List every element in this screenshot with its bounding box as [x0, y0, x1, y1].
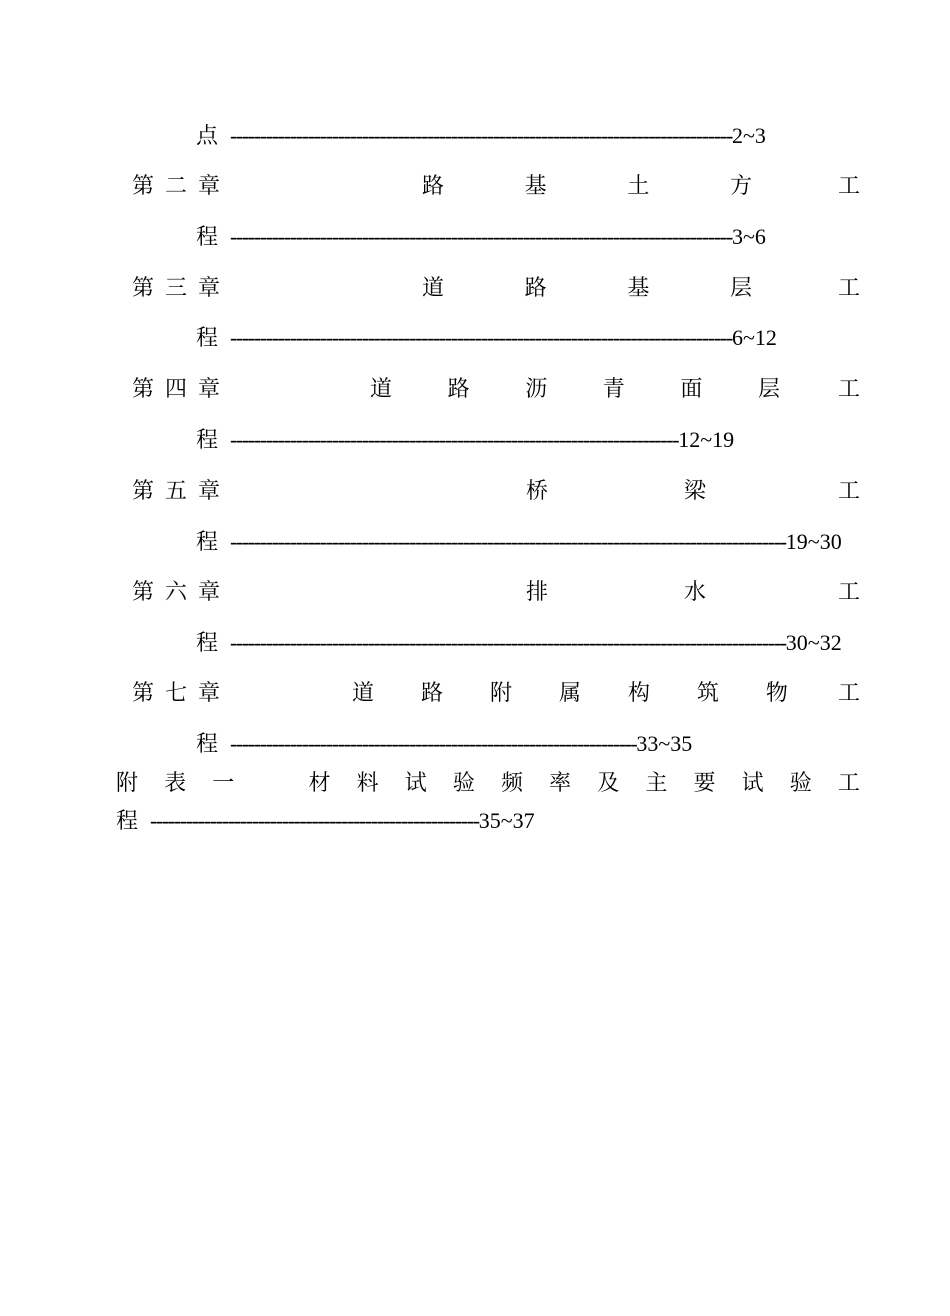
- toc-chapter-3-pages: [0, 323, 950, 353]
- appendix-title: 附 表 一 材 料 试 验 频 率 及 主 要 试 验 工: [116, 770, 860, 795]
- toc-chapter-3-heading: [0, 273, 950, 303]
- toc-entry-continuation: 程 --------------------------------------------------------------------33~35: [196, 731, 693, 756]
- toc-chapter-4-pages: [0, 425, 950, 455]
- toc-chapter-5-pages: [0, 527, 950, 557]
- page-range: 12~19: [678, 427, 735, 452]
- page-range: 19~30: [785, 529, 842, 554]
- toc-entry-continuation: 程 ---------------------------------------------------------------------------12~19: [196, 427, 735, 452]
- toc-appendix-pages: [0, 806, 950, 836]
- chapter-title-last: 工: [837, 275, 860, 300]
- toc-line-1-cont: [0, 121, 950, 151]
- page-range: 35~37: [478, 808, 535, 833]
- toc-chapter-2-pages: [0, 222, 950, 252]
- chapter-prefix: 第 七 章: [132, 680, 220, 705]
- toc-entry-continuation: 程 ---------------------------------------------------------------------------------------------30~32: [196, 630, 842, 655]
- chapter-title: 道 路 基 层: [422, 275, 752, 300]
- leader-dots: ---------------------------------------------------------------------------------------------: [230, 529, 786, 554]
- chapter-title: 道 路 沥 青 面 层: [370, 376, 780, 401]
- page-range: 2~3: [732, 123, 766, 148]
- chapter-prefix: 第 二 章: [132, 173, 220, 198]
- chapter-prefix: 第 五 章: [132, 478, 220, 503]
- chapter-prefix: 第 三 章: [132, 275, 220, 300]
- chapter-title-last: 工: [837, 173, 860, 198]
- toc-chapter-6-heading: [0, 577, 950, 607]
- chapter-title: 排 水: [526, 579, 706, 604]
- toc-chapter-4-heading: [0, 374, 950, 404]
- leader-dots: --------------------------------------------------------------------: [230, 731, 637, 756]
- toc-entry-continuation: 程 ------------------------------------------------------------------------------------6~12: [196, 325, 777, 350]
- toc-entry-continuation: 程 ---------------------------------------------------------------------------------------------19~30: [196, 529, 842, 554]
- toc-appendix-heading: [0, 768, 950, 798]
- page-range: 33~35: [636, 731, 693, 756]
- chapter-title-last: 工: [837, 680, 860, 705]
- leader-dots: -------------------------------------------------------: [150, 808, 479, 833]
- chapter-title: 道 路 附 属 构 筑 物: [352, 680, 788, 705]
- toc-chapter-6-pages: [0, 628, 950, 658]
- toc-entry-continuation: 程 -------------------------------------------------------35~37: [116, 808, 535, 833]
- toc-entry-continuation: 程 ------------------------------------------------------------------------------------3~6: [196, 224, 766, 249]
- toc-chapter-7-heading: [0, 678, 950, 708]
- toc-chapter-5-heading: [0, 476, 950, 506]
- leader-dots: ---------------------------------------------------------------------------: [230, 427, 679, 452]
- page-range: 3~6: [732, 224, 766, 249]
- chapter-prefix: 第 六 章: [132, 579, 220, 604]
- chapter-title-last: 工: [837, 478, 860, 503]
- leader-dots: ------------------------------------------------------------------------------------: [230, 325, 732, 350]
- toc-chapter-7-pages: [0, 729, 950, 759]
- chapter-prefix: 第 四 章: [132, 376, 220, 401]
- toc-chapter-2-heading: [0, 171, 950, 201]
- chapter-title: 桥 梁: [526, 478, 706, 503]
- page-range: 6~12: [732, 325, 777, 350]
- leader-dots: ------------------------------------------------------------------------------------: [230, 224, 732, 249]
- chapter-title: 路 基 土 方: [422, 173, 752, 198]
- chapter-title-last: 工: [837, 376, 860, 401]
- leader-dots: ------------------------------------------------------------------------------------: [230, 123, 732, 148]
- toc-entry-continuation: [196, 121, 766, 151]
- chapter-title-last: 工: [837, 579, 860, 604]
- page-range: 30~32: [785, 630, 842, 655]
- leader-dots: ---------------------------------------------------------------------------------------------: [230, 630, 786, 655]
- toc-char: 点: [196, 123, 219, 148]
